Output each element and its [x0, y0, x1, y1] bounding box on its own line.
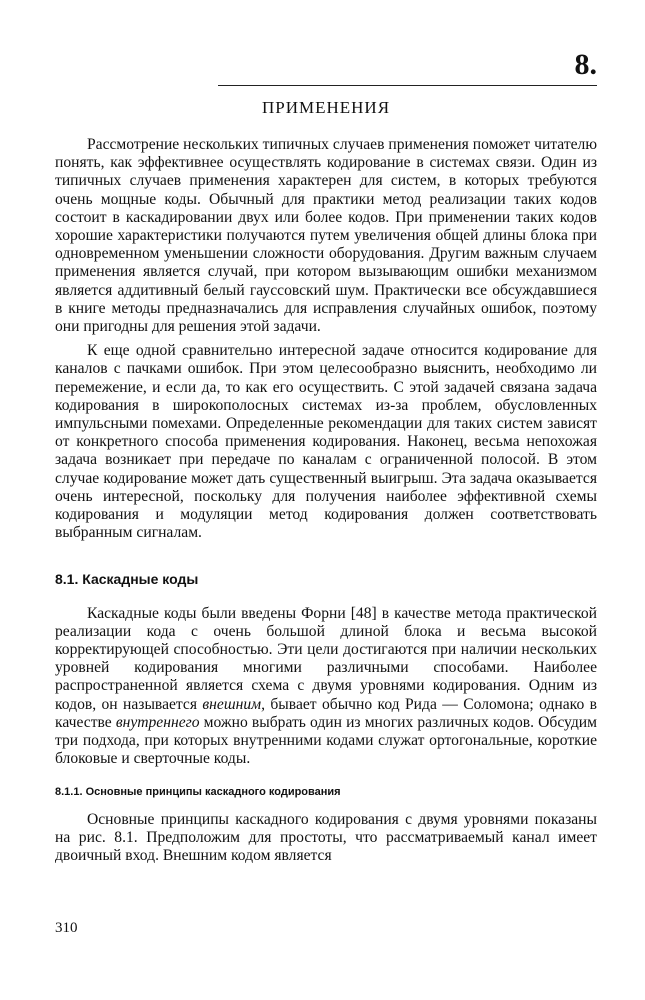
chapter-number: 8. [574, 48, 597, 81]
section-8-1-paragraph [55, 605, 597, 769]
text-span: можно выбрать один из многих различных кодов. Обсудим три подхода, при которых внутренними кодами служат ортогональные, короткие блоковые и сверточные коды. [55, 713, 597, 768]
emphasis-outer: внешним, [202, 695, 265, 713]
section-8-1-1-paragraph: Основные принципы каскадного кодирования с двумя уровнями показаны на рис. 8.1. Предположим для простоты, что рассматриваемый канал имеет двоичный вход. Внешним кодом является [55, 810, 597, 865]
book-page [55, 0, 597, 1000]
intro-paragraph-1: Рассмотрение нескольких типичных случаев применения поможет читателю понять, как эффективнее осуществлять кодирование в системах связи. Один из типичных случаев применения характерен для систем, в которых требуются очень мощные коды. Обычный для практики метод реализации таких кодов состоит в каскадировании двух или более кодов. При применении таких кодов хорошие характеристики получаются путем увеличения общей длины блока при одновременном уменьшении сложности оборудования. Другим важным случаем применения является случай, при котором вызывающим ошибки механизмом является аддитивный белый гауссовский шум. Практически все обсуждавшиеся в книге методы предназначались для исправления случайных ошибок, поэтому они пригодны для решения этой задачи. [55, 136, 597, 336]
text-span: бывает обычно код Рида — Соломона; однако в качестве [55, 695, 597, 731]
intro-paragraph-2: К еще одной сравнительно интересной задаче относится кодирование для каналов с пачками ошибок. При этом целесообразно выяснить, необходимо ли перемежение, и если да, то как его осуществить. С этой задачей связана задача кодирования в широкополосных системах из-за проблем, обусловленных импульсными помехами. Определенные рекомендации для таких систем зависят от конкретного способа применения кодирования. Наконец, весьма непохожая задача возникает при передаче по каналам с ограниченной полосой. В этом случае кодирование может дать существенный выигрыш. Эта задача оказывается очень интересной, поскольку для получения наиболее эффективной схемы кодирования и модуляции метод кодирования должен соответствовать выбранным сигналам. [55, 342, 597, 542]
subsection-heading-8-1-1: 8.1.1. Основные принципы каскадного кодирования [55, 785, 341, 798]
section-heading-8-1: 8.1. Каскадные коды [55, 571, 199, 588]
page-number: 310 [55, 920, 78, 936]
body-text [55, 136, 597, 871]
text-span: Каскадные коды были введены Форни [48] в качестве метода практической реализации кода с очень большой длиной блока и весьма высокой корректирующей способностью. Эти цели достигаются при наличии нескольких уровней кодирования многими различными способами. Наиболее распространенной является схема с двумя уровнями кодирования. Одним из кодов, он называется [55, 604, 597, 713]
chapter-rule [218, 85, 597, 86]
chapter-title: ПРИМЕНЕНИЯ [261, 98, 391, 117]
emphasis-inner: внутреннего [115, 713, 200, 731]
